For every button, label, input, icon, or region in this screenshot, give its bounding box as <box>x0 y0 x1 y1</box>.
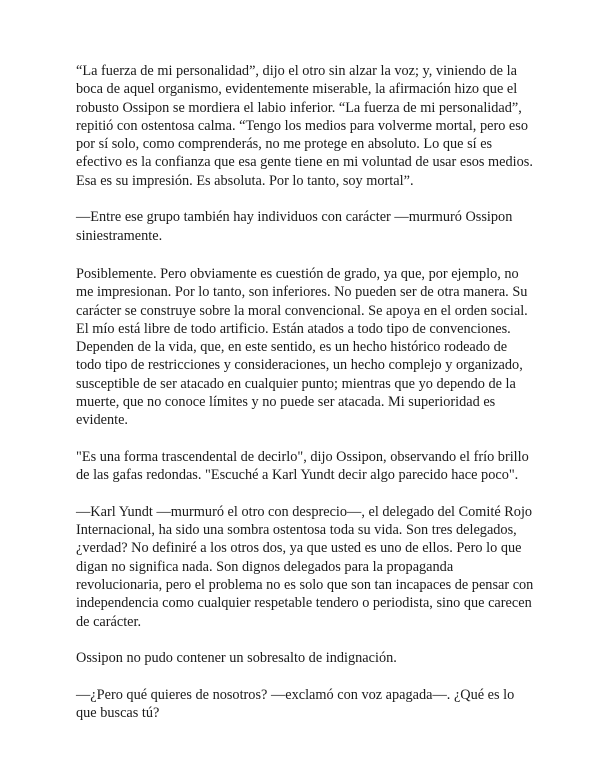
paragraph-5: —Karl Yundt —murmuró el otro con desprecio—, el delegado del Comité Rojo Internacional, ha sido una sombra ostentosa toda su vida. Son tres delegados, ¿verdad? No definiré a los otros dos, ya que usted es uno de ellos. Pero lo que digan no significa nada. Son dignos delegados para la propaganda revolucionaria, pero el problema no es solo que son tan incapaces de pensar con independencia como cualquier respetable tendero o periodista, sino que carecen de carácter. <box>76 503 534 630</box>
paragraph-1: “La fuerza de mi personalidad”, dijo el otro sin alzar la voz; y, viniendo de la boca de aquel organismo, evidentemente miserable, la afirmación hizo que el robusto Ossipon se mordiera el labio inferior. “La fuerza de mi personalidad”, repitió con ostentosa calma. “Tengo los medios para volverme mortal, pero eso por sí solo, como comprenderás, no me protege en absoluto. Lo que sí es efectivo es la confianza que esa gente tiene en mi voluntad de usar esos medios. Esa es su impresión. Es absoluta. Por lo tanto, soy mortal”. <box>76 63 533 189</box>
paragraph-2: —Entre ese grupo también hay individuos con carácter —murmuró Ossipon siniestramente. <box>76 209 513 244</box>
paragraph-6: Ossipon no pudo contener un sobresalto de indignación. <box>76 650 397 667</box>
paragraph-3: Posiblemente. Pero obviamente es cuestión de grado, ya que, por ejemplo, no me impresionan. Por lo tanto, son inferiores. No pueden ser de otra manera. Su carácter se construye sobre la moral convencional. Se apoya en el orden social. El mío está libre de todo artificio. Están atados a todo tipo de convenciones. Dependen de la vida, que, en este sentido, es un hecho histórico rodeado de todo tipo de restricciones y consideraciones, un hecho complejo y organizado, susceptible de ser atacado en cualquier punto; mientras que yo dependo de la muerte, que no conoce límites y no puede ser atacada. Mi superioridad es evidente. <box>76 265 528 429</box>
paragraph-4: "Es una forma trascendental de decirlo", dijo Ossipon, observando el frío brillo de las gafas redondas. "Escuché a Karl Yundt decir algo parecido hace poco". <box>76 448 529 484</box>
paragraph-7: —¿Pero qué quieres de nosotros? —exclamó con voz apagada—. ¿Qué es lo que buscas tú? <box>76 686 515 722</box>
document-page <box>76 62 536 741</box>
